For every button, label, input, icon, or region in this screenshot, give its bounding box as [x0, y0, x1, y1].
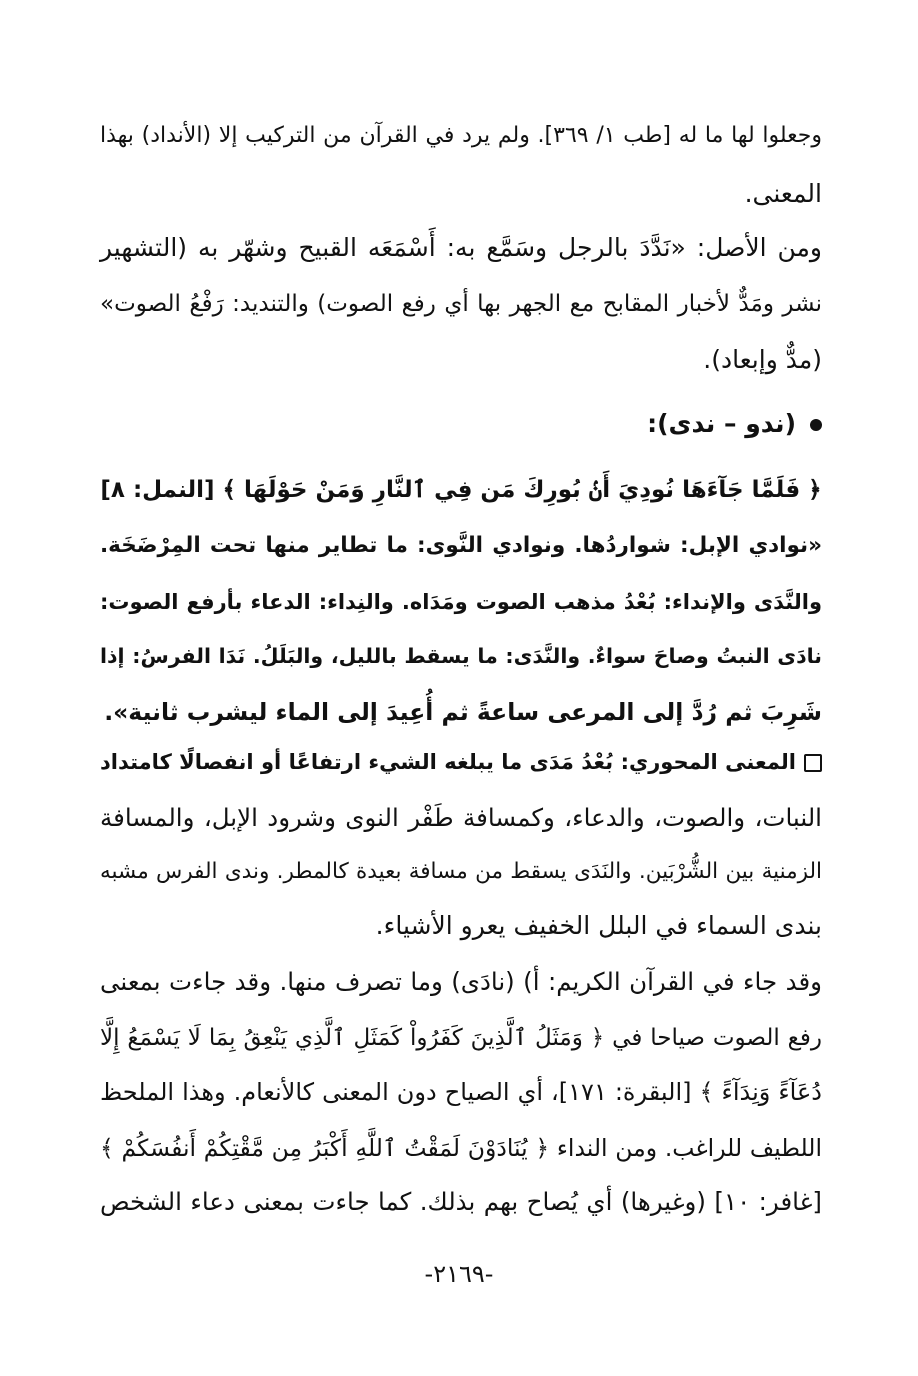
section-heading [100, 404, 822, 444]
text-line: نادَى النبتُ وصاحَ سواءٌ. والنَّدَى: ما يسقط بالليل، والبَلَلُ. نَدَا الفرسُ: إذا [100, 644, 822, 668]
text-line: وقد جاء في القرآن الكريم: أ) (نادَى) وما تصرف منها. وقد جاءت بمعنى [100, 967, 822, 996]
square-box-icon [804, 754, 822, 772]
text-line: [غافر: ١٠] (وغيرها) أي يُصاح بهم بذلك. كما جاءت بمعنى دعاء الشخص [100, 1187, 822, 1216]
text-line: رفع الصوت صياحا في ﴿ وَمَثَلُ ٱلَّذِينَ كَفَرُواْ كَمَثَلِ ٱلَّذِي يَنْعِقُ بِمَا لَا يَسْمَعُ إِلَّا [100, 1025, 822, 1051]
text-line: (مدٌّ وإبعاد). [703, 345, 822, 374]
text-line: نشر ومَدٌّ لأخبار المقابح مع الجهر بها أي رفع الصوت) والتنديد: رَفْعُ الصوت» [100, 291, 822, 317]
page-number: -٢١٦٩- [424, 1260, 494, 1288]
text-line: دُعَآءً وَنِدَآءً ﴾ [البقرة: ١٧١]، أي الصياح دون المعنى كالأنعام. وهذا الملحظ [100, 1078, 822, 1106]
text-line: بندى السماء في البلل الخفيف يعرو الأشياء. [375, 911, 822, 940]
core-meaning-text: المعنى المحوري: بُعْدُ مَدَى ما يبلغه الشيء ارتفاعًا أو انفصالًا كامتداد [100, 750, 796, 774]
text-line: والنَّدَى والإنداء: بُعْدُ مذهب الصوت ومَدَاه. والنِداء: الدعاء بأرفع الصوت: [100, 590, 822, 614]
section-heading-text: (ندو – ندى): [647, 409, 796, 438]
text-line: وجعلوا لها ما له [طب ١/ ٣٦٩]. ولم يرد في القرآن من التركيب إلا (الأنداد) بهذا [100, 123, 822, 148]
core-meaning-line [100, 742, 822, 782]
text-line: المعنى. [744, 179, 822, 208]
text-line: ومن الأصل: «نَدَّدَ بالرجل وسَمَّع به: أَسْمَعَه القبيح وشهّر به (التشهير [100, 233, 822, 262]
quran-verse-line: ﴿ فَلَمَّا جَآءَهَا نُودِيَ أَنۢ بُورِكَ مَن فِي ٱلنَّارِ وَمَنْ حَوْلَهَا ﴾ [النمل: ٨] [100, 477, 822, 503]
text-line: اللطيف للراغب. ومن النداء ﴿ يُنَادَوْنَ لَمَقْتُ ٱللَّهِ أَكْبَرُ مِن مَّقْتِكُمْ أَنفُسَكُمْ ﴾ [100, 1134, 822, 1162]
text-line: النبات، والصوت، والدعاء، وكمسافة طَفْر النوى وشرود الإبل، والمسافة [100, 803, 822, 832]
text-line: الزمنية بين الشُّرْبَين. والنَدَى يسقط من مسافة بعيدة كالمطر. وندى الفرس مشبه [100, 859, 822, 884]
bullet-icon [810, 419, 822, 431]
text-line: شَرِبَ ثم رُدَّ إلى المرعى ساعةً ثم أُعِيدَ إلى الماء ليشرب ثانية». [104, 698, 822, 726]
text-line: «نوادي الإبل: شواردُها. ونوادي النَّوى: ما تطاير منها تحت المِرْضَخَة. [100, 533, 822, 558]
